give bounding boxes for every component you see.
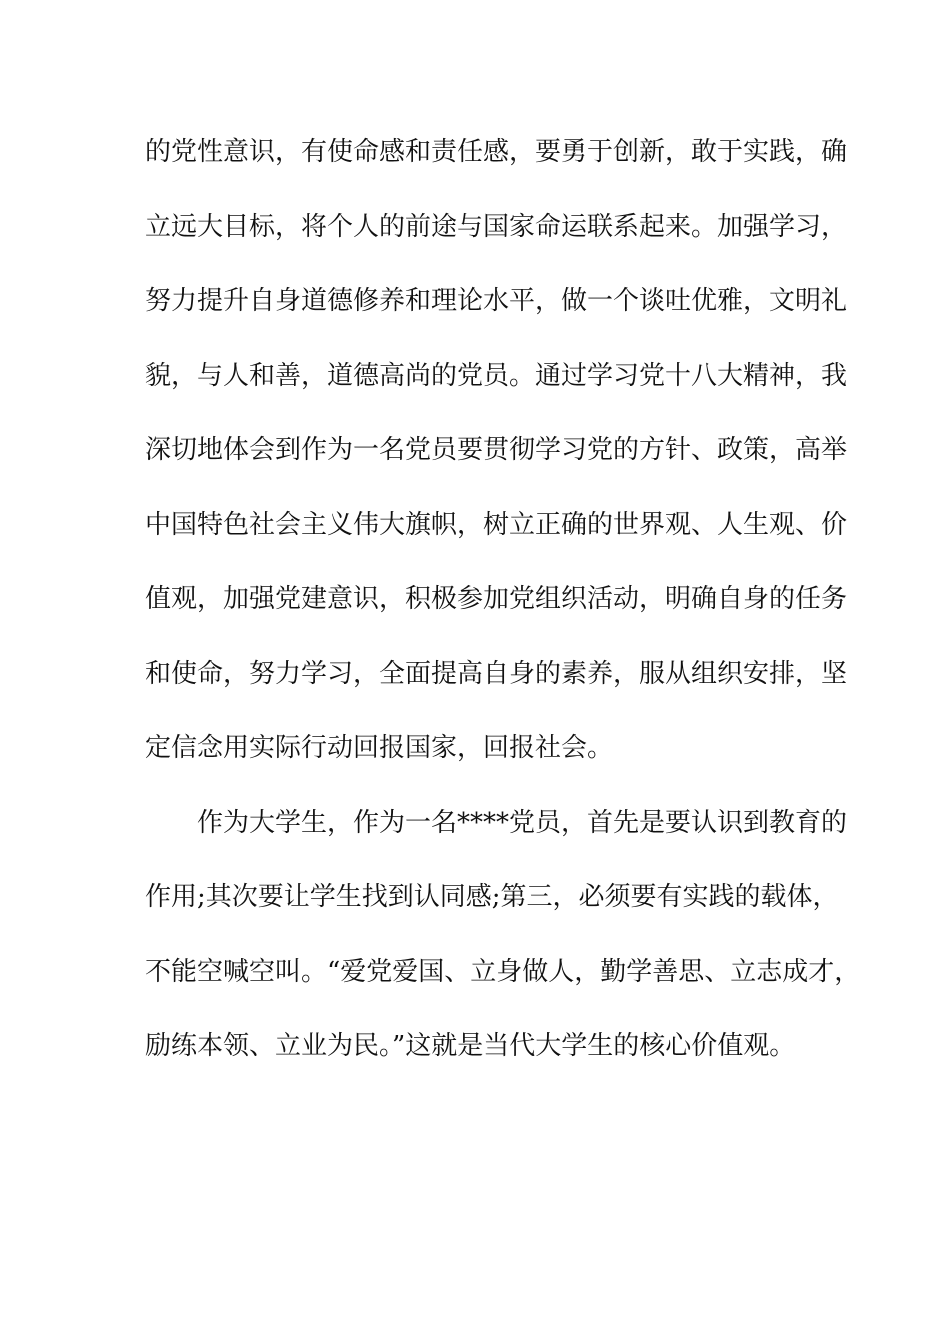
text-line: 的党性意识，有使命感和责任感，要勇于创新，敢于实践，确 bbox=[145, 137, 848, 167]
text-line: 和使命，努力学习，全面提高自身的素养，服从组织安排，坚 bbox=[145, 658, 848, 689]
text-line: 中国特色社会主义伟大旗帜，树立正确的世界观、人生观、价 bbox=[145, 509, 848, 540]
paragraph-1 bbox=[145, 130, 848, 801]
text-line: 深切地体会到作为一名党员要贯彻学习党的方针、政策，高举 bbox=[145, 435, 848, 465]
text-line: 定信念用实际行动回报国家，回报社会。 bbox=[145, 733, 614, 763]
text-line: 努力提升自身道德修养和理论水平，做一个谈吐优雅，文明礼 bbox=[145, 286, 848, 316]
body-text bbox=[145, 130, 861, 1099]
text-line: 貌，与人和善，道德高尚的党员。通过学习党十八大精神，我 bbox=[145, 360, 848, 391]
text-line: 不能空喊空叫。“爱党爱国、立身做人，勤学善思、立志成才， bbox=[145, 956, 861, 987]
text-line: 值观，加强党建意识，积极参加党组织活动，明确自身的任务 bbox=[145, 584, 848, 614]
paragraph-2 bbox=[145, 801, 861, 1099]
text-line: 作用;其次要让学生找到认同感;第三，必须要有实践的载体， bbox=[145, 882, 839, 912]
text-line: 立远大目标，将个人的前途与国家命运联系起来。加强学习， bbox=[145, 211, 848, 242]
text-line: 作为大学生，作为一名****党员，首先是要认识到教育的 bbox=[145, 807, 848, 838]
text-line: 励练本领、立业为民。”这就是当代大学生的核心价值观。 bbox=[145, 1031, 796, 1061]
